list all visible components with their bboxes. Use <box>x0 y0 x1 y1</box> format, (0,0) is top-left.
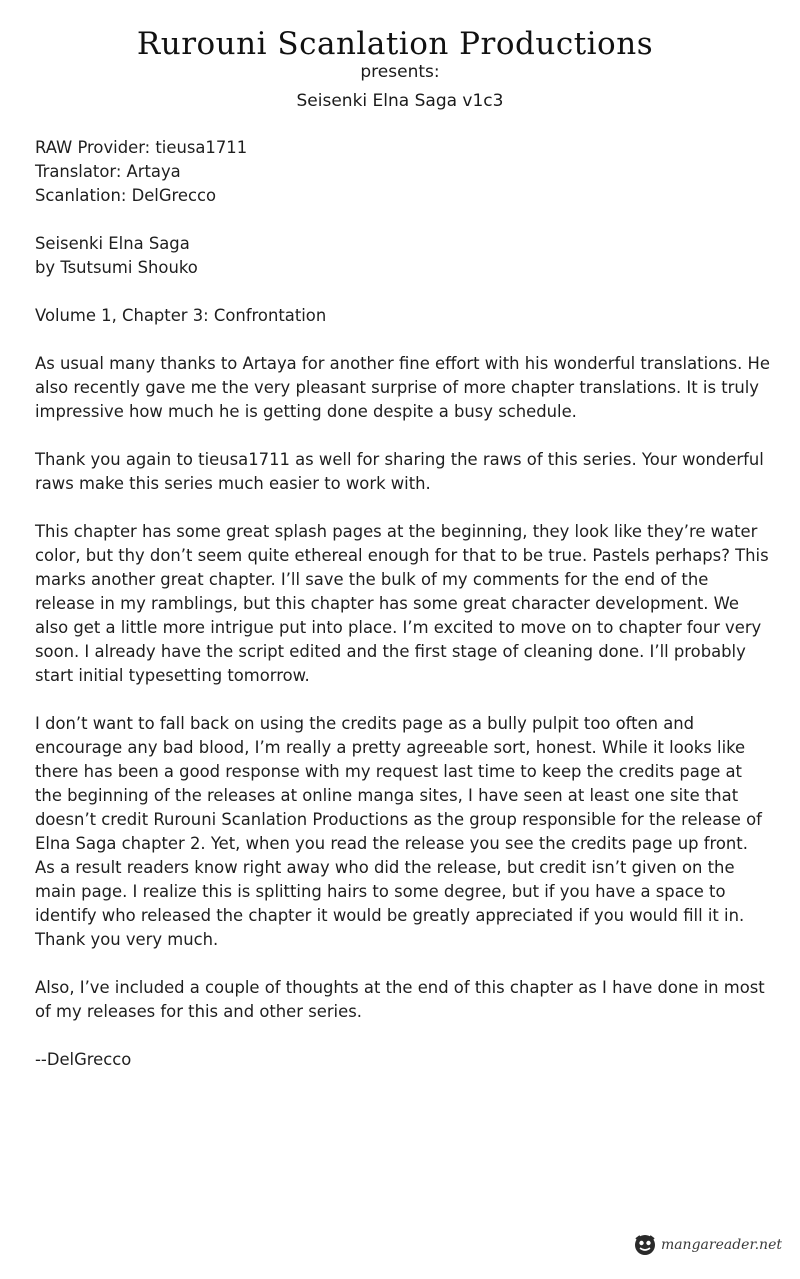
watermark-text: mangareader.net <box>660 1237 782 1253</box>
translator-credit: Translator: Artaya <box>35 162 181 181</box>
paragraph: Also, I’ve included a couple of thoughts at the end of this chapter as I have done in most of my releases for this and other series. <box>35 978 765 1021</box>
paragraph: As usual many thanks to Artaya for another fine effort with his wonderful translations. He also recently gave me the very pleasant surprise of more chapter translations. It is truly impressive how much he is getting done despite a busy schedule. <box>35 354 770 421</box>
paragraph: I don’t want to fall back on using the credits page as a bully pulpit too often and encourage any bad blood, I’m really a pretty agreeable sort, honest. While it looks like there has been a good response with my request last time to keep the credits page at the beginning of the releases at online manga sites, I have seen at least one site that doesn’t credit Rurouni Scanlation Productions as the group responsible for the release of Elna Saga chapter 2. Yet, when you read the release you see the credits page up front. As a result readers know right away who did the release, but credit isn’t given on the main page. I realize this is splitting hairs to some degree, but if you have a space to identify who released the chapter it would be greatly appreciated if you would fill it in. Thank you very much. <box>35 714 762 949</box>
group-title: Rurouni Scanlation Productions <box>136 26 654 62</box>
scanlation-credit: Scanlation: DelGrecco <box>35 186 217 205</box>
credits-body <box>35 136 770 1096</box>
chapter-heading <box>35 304 770 328</box>
credits-list <box>35 136 770 208</box>
signature: --DelGrecco <box>35 1050 132 1069</box>
watermark <box>633 1233 782 1257</box>
series-info <box>35 232 770 280</box>
paragraph: Thank you again to tieusa1711 as well for sharing the raws of this series. Your wonderful raws make this series much easier to work with. <box>35 450 764 493</box>
chapter-title: Volume 1, Chapter 3: Confrontation <box>35 306 327 325</box>
paragraph: This chapter has some great splash pages at the beginning, they look like they’re water color, but thy don’t seem quite ethereal enough for that to be true. Pastels perhaps? This marks another great chapter. I’ll save the bulk of my comments for the end of the release in my ramblings, but this chapter has some great character development. We also get a little more intrigue put into place. I’m excited to move on to chapter four very soon. I already have the script edited and the first stage of cleaning done. I’ll probably start initial typesetting tomorrow. <box>35 522 769 685</box>
presents-label: presents: <box>360 62 440 82</box>
raw-provider-credit: RAW Provider: tieusa1711 <box>35 138 248 157</box>
series-title: Seisenki Elna Saga <box>35 234 190 253</box>
mangareader-logo-icon <box>633 1233 657 1257</box>
series-author: by Tsutsumi Shouko <box>35 258 198 277</box>
release-title: Seisenki Elna Saga v1c3 <box>296 91 504 111</box>
page-header <box>0 22 800 113</box>
